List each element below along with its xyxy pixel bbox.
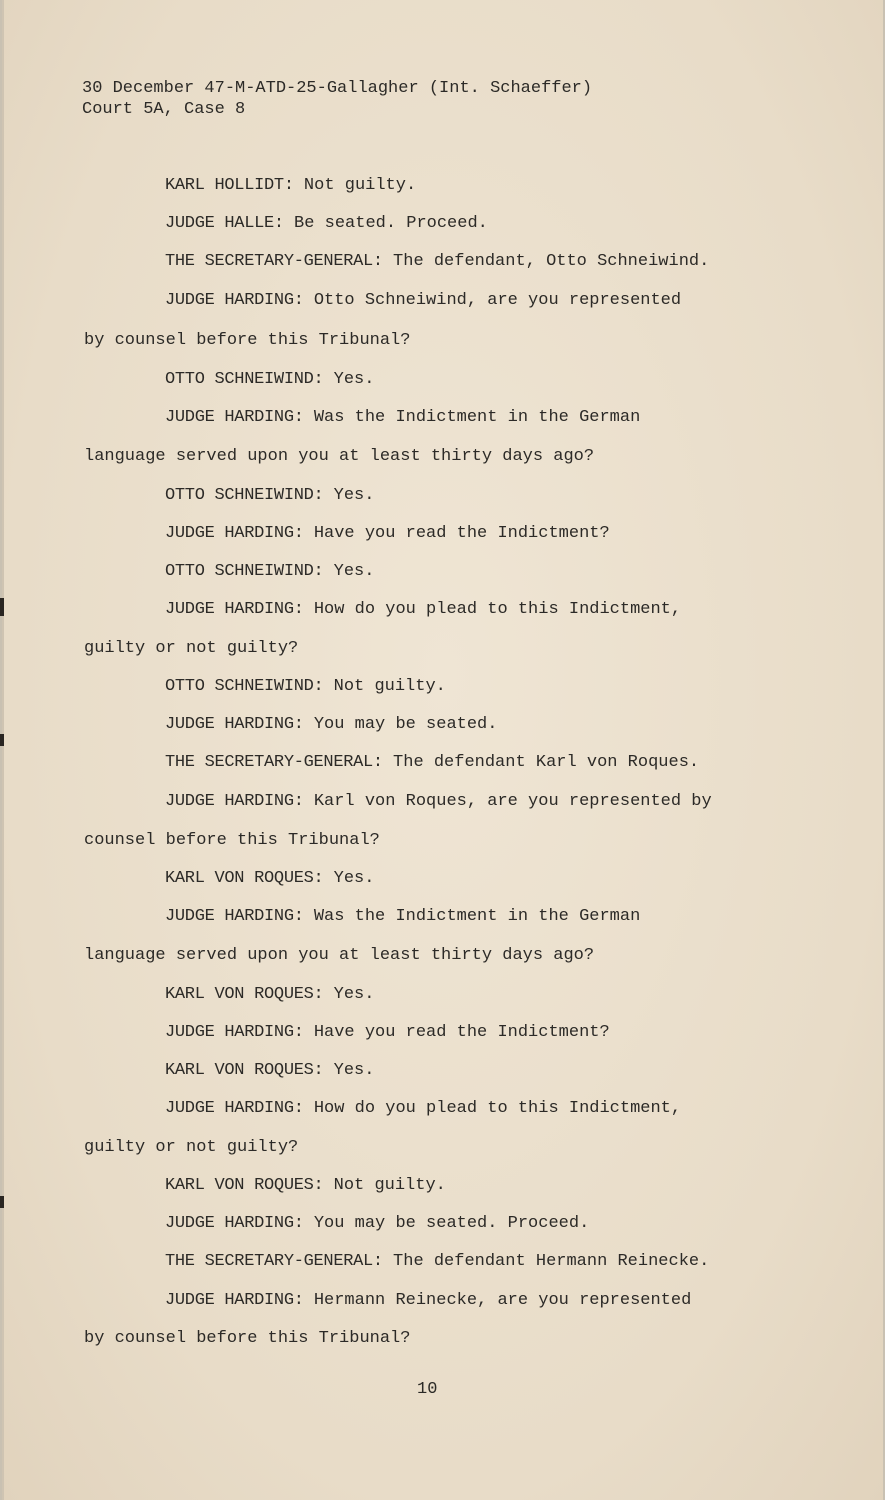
transcript-line [84, 1138, 298, 1158]
transcript-line [165, 408, 640, 428]
line-text: Have you read the Indictment? [303, 1023, 610, 1042]
transcript-line [165, 869, 374, 889]
line-text: Was the Indictment in the German [303, 408, 641, 427]
page-number: 10 [417, 1380, 438, 1399]
speaker-label: KARL VON ROQUES: [165, 985, 324, 1004]
line-text: guilty or not guilty? [84, 1138, 299, 1157]
line-text: Yes. [323, 985, 375, 1004]
binding-mark [0, 1196, 4, 1208]
line-text: Yes. [323, 1061, 375, 1080]
speaker-label: THE SECRETARY-GENERAL: [165, 753, 383, 772]
transcript-line [165, 1252, 709, 1272]
line-text: counsel before this Tribunal? [84, 831, 380, 850]
transcript-line [165, 1214, 589, 1234]
transcript-line [165, 677, 446, 697]
transcript-line [165, 715, 497, 735]
line-text: You may be seated. Proceed. [303, 1214, 590, 1233]
line-text: Have you read the Indictment? [303, 524, 610, 543]
speaker-label: KARL HOLLIDT: [165, 176, 294, 195]
speaker-label: JUDGE HARDING: [165, 600, 304, 619]
line-text: Yes. [323, 869, 375, 888]
speaker-label: JUDGE HARDING: [165, 1291, 304, 1310]
line-text: Be seated. Proceed. [283, 214, 488, 233]
speaker-label: THE SECRETARY-GENERAL: [165, 1252, 383, 1271]
header-line-2: Court 5A, Case 8 [82, 100, 246, 119]
speaker-label: JUDGE HARDING: [165, 907, 304, 926]
transcript-line [84, 1329, 410, 1349]
transcript-line [84, 639, 298, 659]
line-text: The defendant Karl von Roques. [382, 753, 700, 772]
transcript-line [165, 907, 640, 927]
line-text: The defendant Hermann Reinecke. [382, 1252, 710, 1271]
line-text: Yes. [323, 370, 375, 389]
speaker-label: JUDGE HALLE: [165, 214, 284, 233]
transcript-line [165, 600, 681, 620]
line-text: Karl von Roques, are you represented by [303, 792, 712, 811]
transcript-line [165, 792, 712, 812]
transcript-line [165, 370, 374, 390]
line-text: language served upon you at least thirty days ago? [84, 946, 595, 965]
transcript-line [165, 753, 699, 773]
speaker-label: OTTO SCHNEIWIND: [165, 562, 324, 581]
speaker-label: OTTO SCHNEIWIND: [165, 486, 324, 505]
speaker-label: KARL VON ROQUES: [165, 869, 324, 888]
speaker-label: KARL VON ROQUES: [165, 1176, 324, 1195]
line-text: language served upon you at least thirty days ago? [84, 447, 595, 466]
speaker-label: JUDGE HARDING: [165, 715, 304, 734]
transcript-line [165, 291, 681, 311]
transcript-line [165, 1061, 374, 1081]
transcript-line [84, 331, 410, 351]
line-text: Hermann Reinecke, are you represented [303, 1291, 692, 1310]
speaker-label: JUDGE HARDING: [165, 792, 304, 811]
speaker-label: JUDGE HARDING: [165, 291, 304, 310]
speaker-label: JUDGE HARDING: [165, 1214, 304, 1233]
transcript-line [165, 1099, 681, 1119]
speaker-label: THE SECRETARY-GENERAL: [165, 252, 383, 271]
speaker-label: OTTO SCHNEIWIND: [165, 677, 324, 696]
transcript-line [165, 486, 374, 506]
line-text: Not guilty. [323, 677, 446, 696]
line-text: by counsel before this Tribunal? [84, 1329, 411, 1348]
line-text: by counsel before this Tribunal? [84, 331, 411, 350]
transcript-line [84, 831, 380, 851]
transcript-line [165, 252, 709, 272]
speaker-label: KARL VON ROQUES: [165, 1061, 324, 1080]
transcript-line [165, 214, 488, 234]
line-text: Not guilty. [323, 1176, 446, 1195]
header-line-1: 30 December 47-M-ATD-25-Gallagher (Int. Schaeffer) [82, 79, 593, 98]
speaker-label: JUDGE HARDING: [165, 1099, 304, 1118]
line-text: Was the Indictment in the German [303, 907, 641, 926]
transcript-line [84, 946, 594, 966]
line-text: How do you plead to this Indictment, [303, 600, 682, 619]
speaker-label: OTTO SCHNEIWIND: [165, 370, 324, 389]
transcript-line [165, 985, 374, 1005]
line-text: You may be seated. [303, 715, 498, 734]
transcript-line [165, 1023, 610, 1043]
transcript-line [165, 176, 416, 196]
document-page [2, 0, 883, 1500]
speaker-label: JUDGE HARDING: [165, 1023, 304, 1042]
line-text: Yes. [323, 486, 375, 505]
line-text: The defendant, Otto Schneiwind. [382, 252, 710, 271]
binding-mark [0, 598, 4, 616]
transcript-line [165, 1176, 446, 1196]
line-text: Otto Schneiwind, are you represented [303, 291, 682, 310]
line-text: How do you plead to this Indictment, [303, 1099, 682, 1118]
speaker-label: JUDGE HARDING: [165, 408, 304, 427]
line-text: guilty or not guilty? [84, 639, 299, 658]
line-text: Not guilty. [293, 176, 417, 195]
binding-mark [0, 734, 4, 746]
transcript-line [165, 524, 610, 544]
line-text: Yes. [323, 562, 375, 581]
transcript-line [165, 1291, 691, 1311]
transcript-line [165, 562, 374, 582]
speaker-label: JUDGE HARDING: [165, 524, 304, 543]
transcript-line [84, 447, 594, 467]
